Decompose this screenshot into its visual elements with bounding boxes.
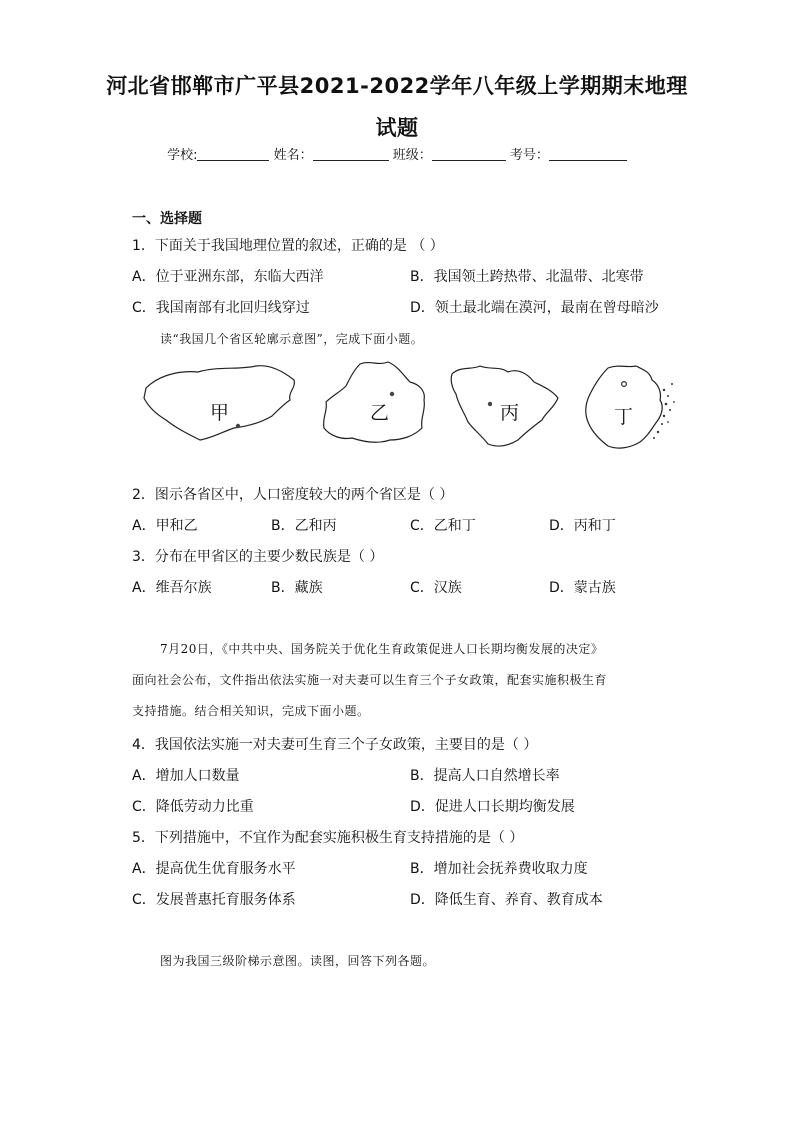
school-blank <box>197 146 269 161</box>
intro-policy-line2: 面向社会公布，文件指出依法实施一对夫妻可以生育三个子女政策，配套实施积极生育 <box>132 673 608 687</box>
class-label: 班级： <box>392 148 432 163</box>
map-ding <box>578 360 682 456</box>
q3-option-c: C．汉族 <box>410 580 462 596</box>
q1-stem: 1．下面关于我国地理位置的叙述，正确的是 （ ） <box>132 238 444 254</box>
class-blank <box>432 146 506 161</box>
intro-policy-line1: 7月20日，《中共中央、国务院关于优化生育政策促进人口长期均衡发展的决定》 <box>160 642 604 656</box>
q2-stem: 2．图示各省区中，人口密度较大的两个省区是（ ） <box>132 487 454 503</box>
q4-option-a: A．增加人口数量 <box>132 768 240 784</box>
q1-option-c: C．我国南部有北回归线穿过 <box>132 300 310 316</box>
number-label: 考号： <box>509 148 549 163</box>
number-blank <box>549 146 627 161</box>
map-label-jia: 甲 <box>210 402 230 424</box>
map-jia <box>138 358 300 448</box>
q1-option-b: B．我国领土跨热带、北温带、北寒带 <box>410 269 644 285</box>
q2-option-c: C．乙和丁 <box>410 518 476 534</box>
q5-option-d: D．降低生育、养育、教育成本 <box>410 892 603 908</box>
q4-option-d: D．促进人口长期均衡发展 <box>410 799 575 815</box>
q1-option-d: D．领土最北端在漠河，最南在曾母暗沙 <box>410 300 659 316</box>
map-bing <box>446 360 564 452</box>
q3-option-a: A．维吾尔族 <box>132 580 212 596</box>
q3-stem: 3．分布在甲省区的主要少数民族是（ ） <box>132 549 384 565</box>
q5-option-a: A．提高优生优育服务水平 <box>132 861 296 877</box>
q4-option-b: B．提高人口自然增长率 <box>410 768 560 784</box>
name-blank <box>313 146 389 161</box>
intro-maps: 读“我国几个省区轮廓示意图”，完成下面小题。 <box>160 332 424 346</box>
q2-option-d: D．丙和丁 <box>549 518 616 534</box>
document-title-line1: 河北省邯郸市广平县2021-2022学年八年级上学期期末地理 <box>106 74 688 98</box>
q1-option-a: A．位于亚洲东部，东临大西洋 <box>132 269 324 285</box>
student-info-row <box>0 144 794 163</box>
name-label: 姓名： <box>273 148 313 163</box>
q5-option-c: C．发展普惠托育服务体系 <box>132 892 296 908</box>
q2-option-b: B．乙和丙 <box>271 518 337 534</box>
map-yi <box>318 356 430 448</box>
document-title-line2: 试题 <box>375 116 419 140</box>
intro-terrain: 图为我国三级阶梯示意图。读图，回答下列各题。 <box>160 954 436 968</box>
map-label-yi: 乙 <box>370 402 390 424</box>
q4-option-c: C．降低劳动力比重 <box>132 799 254 815</box>
section-heading: 一、选择题 <box>132 211 202 227</box>
school-label: 学校: <box>167 148 198 163</box>
map-label-bing: 丙 <box>500 402 520 424</box>
q2-option-a: A．甲和乙 <box>132 518 198 534</box>
q4-stem: 4．我国依法实施一对夫妻可生育三个子女政策，主要目的是（ ） <box>132 737 538 753</box>
q5-stem: 5．下列措施中，不宜作为配套实施积极生育支持措施的是（ ） <box>132 830 524 846</box>
q5-option-b: B．增加社会抚养费收取力度 <box>410 861 588 877</box>
map-label-ding: 丁 <box>614 406 634 428</box>
q3-option-b: B．藏族 <box>271 580 323 596</box>
intro-policy-line3: 支持措施。结合相关知识，完成下面小题。 <box>132 704 370 718</box>
q3-option-d: D．蒙古族 <box>549 580 616 596</box>
